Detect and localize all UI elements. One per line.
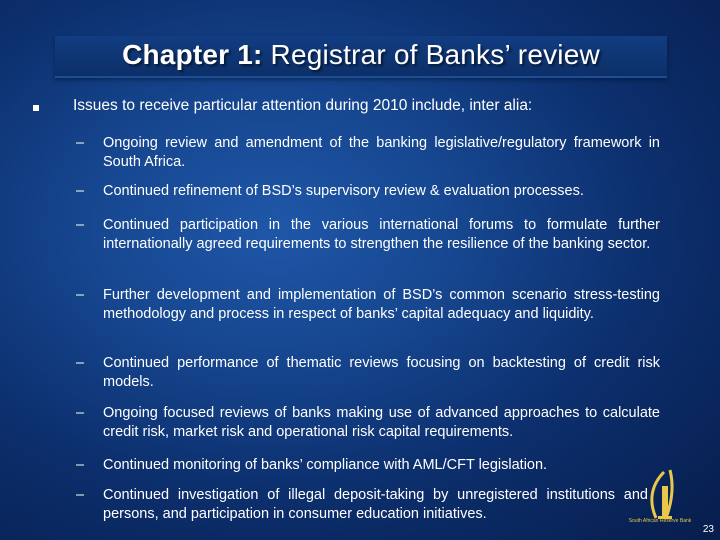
list-item (76, 486, 648, 524)
dash-bullet: – (76, 183, 85, 199)
dash-bullet: – (76, 287, 85, 303)
list-item-text: Continued performance of thematic reviews focusing on backtesting of credit risk models. (103, 355, 660, 390)
list-item (76, 404, 660, 442)
page-number: 23 (702, 524, 714, 535)
dash-bullet: – (76, 457, 85, 473)
list-item-text: Continued investigation of illegal deposit-taking by unregistered institutions and persons, and participation in consumer education initiatives. (103, 487, 648, 522)
dash-bullet: – (76, 217, 85, 233)
bullet-square-icon (33, 105, 39, 111)
list-item-text: Continued participation in the various international forums to formulate further internationally agreed requirements to strengthen the resilience of the banking sector. (103, 217, 660, 252)
dash-bullet: – (76, 135, 85, 151)
list-item (76, 216, 660, 254)
dash-bullet: – (76, 355, 85, 371)
list-item-text: Further development and implementation of BSD’s common scenario stress-testing methodology and process in respect of banks’ capital adequacy and liquidity. (103, 287, 660, 322)
list-item-text: Continued refinement of BSD’s supervisory review & evaluation processes. (103, 183, 584, 199)
logo-text: South African Reserve Bank (628, 518, 692, 524)
intro-text: Issues to receive particular attention during 2010 include, inter alia: (73, 97, 533, 114)
dash-bullet: – (76, 487, 85, 503)
list-item (76, 134, 660, 172)
slide-title (55, 38, 667, 72)
list-item (76, 286, 660, 324)
list-item-text: Continued monitoring of banks’ compliance with AML/CFT legislation. (103, 457, 548, 473)
title-text: Registrar of Banks’ review (262, 39, 600, 70)
list-item (76, 182, 660, 201)
list-item (76, 456, 660, 475)
dash-bullet: – (76, 405, 85, 421)
list-item-text: Ongoing review and amendment of the banking legislative/regulatory framework in South Africa. (103, 135, 660, 170)
title-chapter: Chapter 1: (122, 39, 263, 70)
list-item-text: Ongoing focused reviews of banks making use of advanced approaches to calculate credit risk, market risk and operational risk capital requirements. (103, 405, 660, 440)
list-item (76, 354, 660, 392)
